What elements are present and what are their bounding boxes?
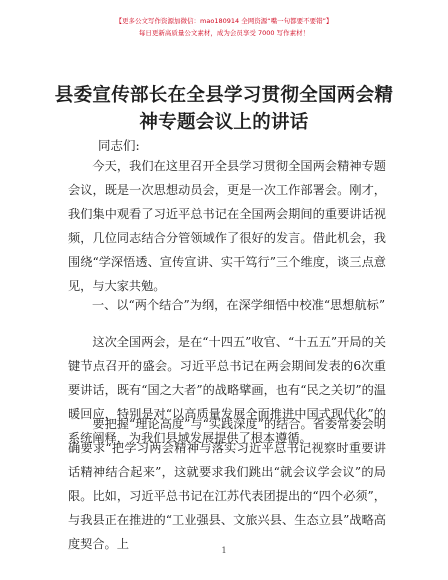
- page-number: 1: [221, 546, 227, 555]
- document-title: 县委宣传部长在全县学习贯彻全国两会精神专题会议上的讲话: [54, 85, 394, 133]
- paragraph-intro: 今天，我们在这里召开全县学习贯彻全国两会精神专题会议，既是一次思想动员会，更是一次工作部署会。刚才，我们集中观看了习近平总书记在全国两会期间的重要讲话视频，几位同志结合分管领域作了很好的发言。借此机会，我围绕“学深悟透、宣传宣讲、实干笃行”三个维度，谈三点意见，与大家共勉。: [68, 159, 386, 293]
- section-heading-1: 一、以“两个结合”为纲，在深学细悟中校准“思想航标”: [92, 298, 386, 312]
- paragraph-theory-practice: 要把握“理论高度”与“实践深度”的结合。省委常委会明确要求“把学习两会精神与落实习近平总书记视察时重要讲话精神结合起来”，这就要求我们跳出“就会议学会议”的局限。比如，习近平总书记在江苏代表团提出的“四个必须”，与我县正在推进的“工业强县、文旅兴县、生态立县”战略高度契合。上: [68, 417, 386, 551]
- paragraph-two-sessions: 这次全国两会，是在“十四五”收官、“十五五”开局的关键节点召开的盛会。习近平总书记在两会期间发表的6次重要讲话，既有“国之大者”的战略擘画，也有“民之关切”的温暖回应，特别是对“以高质量发展全面推进中国式现代化”的系统阐释，为我们县域发展提供了根本遵循。: [68, 335, 386, 445]
- salutation: 同志们:: [98, 138, 140, 153]
- promo-banner-line1: 【更多公文写作资源加微信：mao180914 全网资源“嘴一句都要不要错”】: [115, 17, 333, 25]
- promo-banner-line2: 每日更新高质量公文素材，成为会员享受 7000 写作素材！: [138, 29, 310, 37]
